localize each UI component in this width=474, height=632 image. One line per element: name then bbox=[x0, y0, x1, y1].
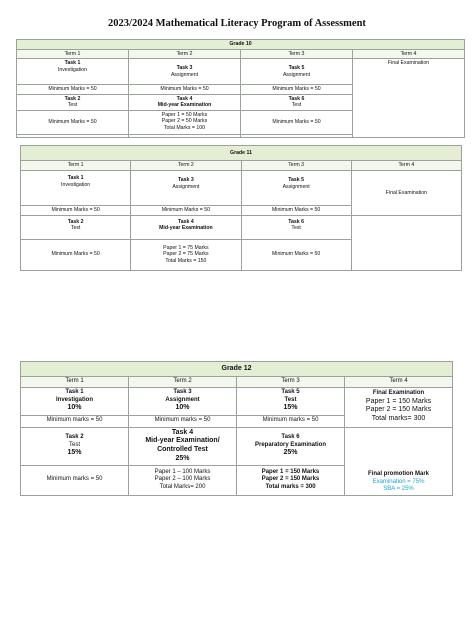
grade-11-min-marks-3: Minimum Marks = 50 bbox=[131, 206, 241, 216]
grade-12-min-marks-2: Minimum marks = 50 bbox=[21, 465, 129, 495]
grade-10-mid-year-papers: Paper 1 = 50 Marks Paper 2 = 50 Marks Total Marks = 100 bbox=[129, 110, 241, 134]
grade-12-task-6: Task 6 Preparatory Examination 25% bbox=[237, 427, 345, 465]
grade-12-task-2: Task 2 Test 15% bbox=[21, 427, 129, 465]
grade-12-mid-year-papers: Paper 1 – 100 Marks Paper 2 – 100 Marks Total Marks= 200 bbox=[129, 465, 237, 495]
grade-10-term-2: Term 2 bbox=[129, 49, 241, 59]
grade-10-task-6: Task 6 Test bbox=[241, 94, 353, 110]
grade-12-table bbox=[20, 361, 453, 496]
grade-11-task-1: Task 1 Investigation bbox=[21, 171, 131, 206]
grade-12-task-5: Task 5 Test 15% bbox=[237, 387, 345, 415]
grade-10-min-marks-5: Minimum Marks = 50 bbox=[241, 85, 353, 95]
grade-10-term-3: Term 3 bbox=[241, 49, 353, 59]
grade-11-final-exam: Final Examination bbox=[351, 171, 461, 216]
grade-11-term-1: Term 1 bbox=[21, 161, 131, 171]
grade-10-table bbox=[16, 39, 465, 138]
grade-10-task-5: Task 5 Assignment bbox=[241, 59, 353, 85]
grade-11-term-4: Term 4 bbox=[351, 161, 461, 171]
grade-11-table bbox=[20, 145, 462, 271]
grade-11-heading: Grade 11 bbox=[21, 146, 462, 161]
grade-10-min-marks-6: Minimum Marks = 50 bbox=[241, 110, 353, 134]
grade-10-min-marks-2: Minimum Marks = 50 bbox=[17, 110, 129, 134]
grade-11-task-6: Task 6 Test bbox=[241, 215, 351, 239]
grade-10-task-1: Task 1 Investigation bbox=[17, 59, 129, 85]
grade-10-heading: Grade 10 bbox=[17, 40, 465, 50]
grade-11-term-3: Term 3 bbox=[241, 161, 351, 171]
grade-10-term-1: Term 1 bbox=[17, 49, 129, 59]
grade-10-task-4: Task 4 Mid-year Examination bbox=[129, 94, 241, 110]
grade-12-task-1: Task 1 Investigation 10% bbox=[21, 387, 129, 415]
grade-11-task-5: Task 5 Assignment bbox=[241, 171, 351, 206]
grade-10-task-3: Task 3 Assignment bbox=[129, 59, 241, 85]
grade-11-min-marks-5: Minimum Marks = 50 bbox=[241, 206, 351, 216]
grade-11-term-4-empty bbox=[351, 215, 461, 270]
grade-10-task-2: Task 2 Test bbox=[17, 94, 129, 110]
document-title: 2023/2024 Mathematical Literacy Program of Assessment bbox=[108, 18, 366, 29]
grade-12-final-exam: Final Examination Paper 1 = 150 Marks Paper 2 = 150 Marks Total marks= 300 bbox=[345, 387, 453, 427]
grade-10-min-marks-1: Minimum Marks = 50 bbox=[17, 85, 129, 95]
grade-10-term-4: Term 4 bbox=[353, 49, 465, 59]
grade-11-task-3: Task 3 Assignment bbox=[131, 171, 241, 206]
grade-11-min-marks-6: Minimum Marks = 50 bbox=[241, 239, 351, 270]
grade-12-min-marks-3: Minimum marks = 50 bbox=[129, 415, 237, 427]
grade-12-term-2: Term 2 bbox=[129, 377, 237, 388]
grade-11-mid-year-papers: Paper 1 = 75 Marks Paper 2 = 75 Marks Total Marks = 150 bbox=[131, 239, 241, 270]
grade-11-term-2: Term 2 bbox=[131, 161, 241, 171]
grade-11-task-4: Task 4 Mid-year Examination bbox=[131, 215, 241, 239]
grade-10-final-exam: Final Examination bbox=[353, 59, 465, 138]
grade-11-task-2: Task 2 Test bbox=[21, 215, 131, 239]
grade-12-min-marks-5: Minimum marks = 50 bbox=[237, 415, 345, 427]
grade-11-min-marks-1: Minimum Marks = 50 bbox=[21, 206, 131, 216]
grade-11-min-marks-2: Minimum Marks = 50 bbox=[21, 239, 131, 270]
grade-12-task-3: Task 3 Assignment 10% bbox=[129, 387, 237, 415]
grade-12-term-4: Term 4 bbox=[345, 377, 453, 388]
grade-12-min-marks-1: Minimum marks = 50 bbox=[21, 415, 129, 427]
grade-12-prep-exam-papers: Paper 1 = 150 Marks Paper 2 = 150 Marks Total marks = 300 bbox=[237, 465, 345, 495]
grade-12-term-3: Term 3 bbox=[237, 377, 345, 388]
grade-10-min-marks-3: Minimum Marks = 50 bbox=[129, 85, 241, 95]
grade-12-final-promotion: Final promotion Mark Examination = 75% SBA = 25% bbox=[345, 427, 453, 495]
grade-12-heading: Grade 12 bbox=[21, 362, 453, 377]
grade-12-term-1: Term 1 bbox=[21, 377, 129, 388]
grade-12-task-4: Task 4 Mid-year Examination/ Controlled Test 25% bbox=[129, 427, 237, 465]
